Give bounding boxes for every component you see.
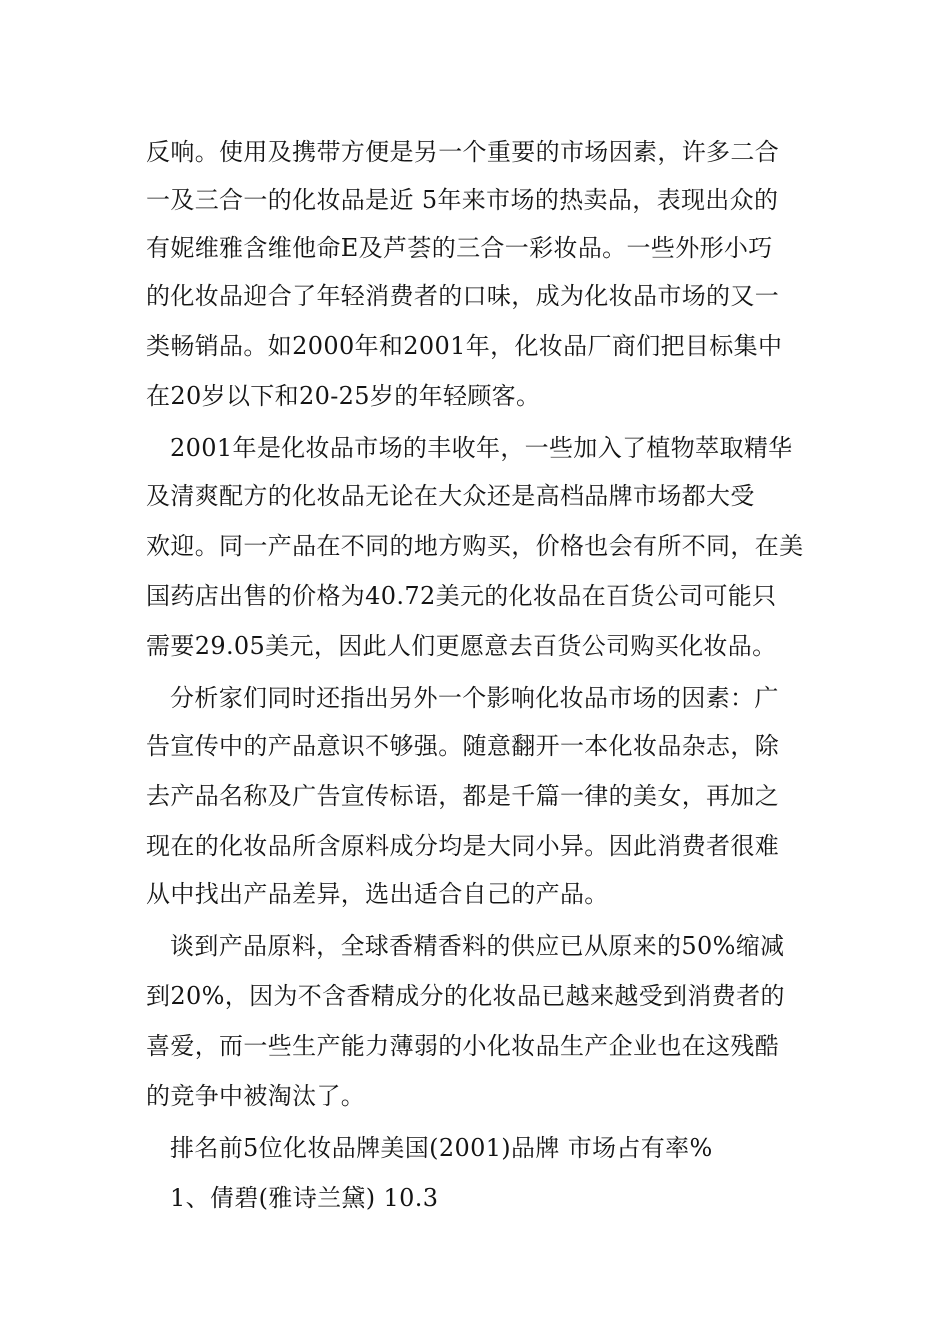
ranking-item: 1、倩碧(雅诗兰黛) 10.3: [170, 1184, 439, 1212]
text-line: 去产品名称及广告宣传标语，都是千篇一律的美女，再加之: [146, 782, 780, 810]
text-line: 现在的化妆品所含原料成分均是大同小异。因此消费者很难: [146, 832, 780, 860]
text-line: 的化妆品迎合了年轻消费者的口味，成为化妆品市场的又一: [146, 282, 780, 310]
text-line: 到20%，因为不含香精成分的化妆品已越来越受到消费者的: [146, 982, 785, 1010]
text-line: 欢迎。同一产品在不同的地方购买，价格也会有所不同，在美: [146, 532, 804, 560]
text-line: 分析家们同时还指出另外一个影响化妆品市场的因素：广: [170, 684, 779, 712]
text-line: 在20岁以下和20-25岁的年轻顾客。: [146, 382, 541, 410]
text-line: 告宣传中的产品意识不够强。随意翻开一本化妆品杂志，除: [146, 732, 780, 760]
text-line: 类畅销品。如2000年和2001年，化妆品厂商们把目标集中: [146, 332, 783, 360]
text-line: 谈到产品原料，全球香精香料的供应已从原来的50%缩减: [170, 932, 785, 960]
text-line: 2001年是化妆品市场的丰收年，一些加入了植物萃取精华: [170, 434, 793, 462]
text-line: 有妮维雅含维他命E及芦荟的三合一彩妆品。一些外形小巧: [146, 234, 773, 262]
text-line: 反响。使用及携带方便是另一个重要的市场因素，许多二合: [146, 138, 780, 166]
text-line: 需要29.05美元，因此人们更愿意去百货公司购买化妆品。: [146, 632, 777, 660]
text-line: 的竞争中被淘汰了。: [146, 1082, 366, 1110]
text-line: 喜爱，而一些生产能力薄弱的小化妆品生产企业也在这残酷: [146, 1032, 780, 1060]
text-line: 从中找出产品差异，选出适合自己的产品。: [146, 880, 609, 908]
ranking-heading: 排名前5位化妆品牌美国(2001)品牌 市场占有率%: [170, 1134, 713, 1162]
text-line: 及清爽配方的化妆品无论在大众还是高档品牌市场都大受: [146, 482, 755, 510]
text-line: 国药店出售的价格为40.72美元的化妆品在百货公司可能只: [146, 582, 777, 610]
text-line: 一及三合一的化妆品是近 5年来市场的热卖品，表现出众的: [146, 186, 779, 214]
